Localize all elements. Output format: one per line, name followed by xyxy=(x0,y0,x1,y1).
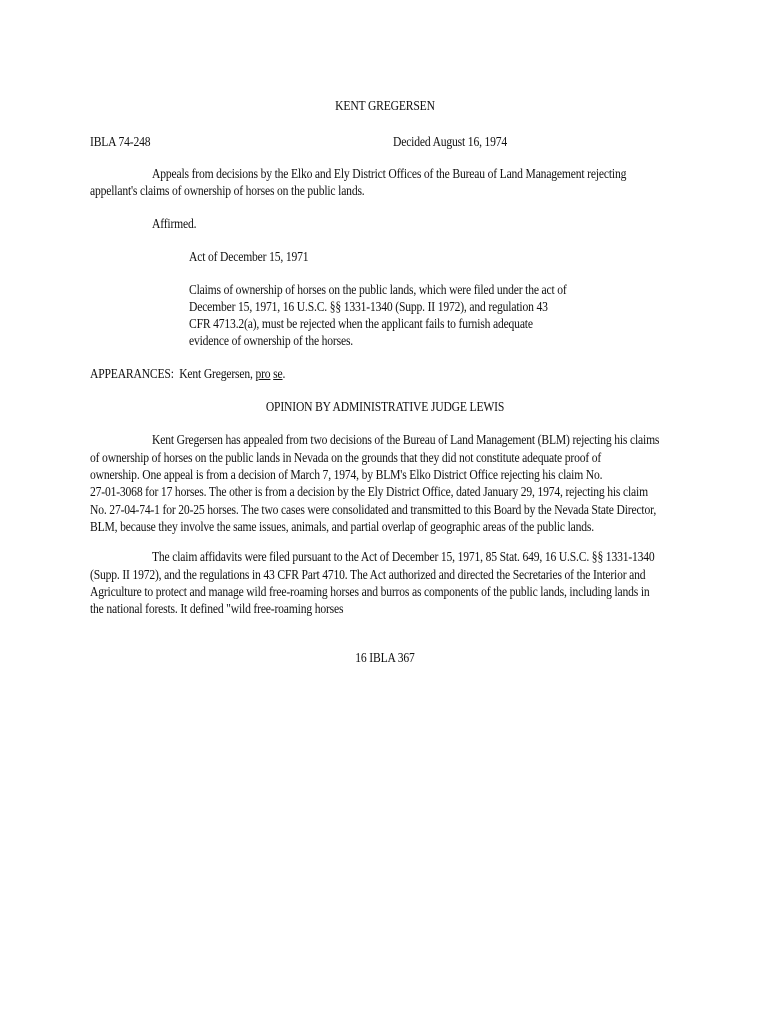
paragraph-line: BLM, because they involve the same issues, animals, and partial overlap of geographic areas of the public lands. xyxy=(90,519,595,534)
headnote-line: Claims of ownership of horses on the public lands, which were filed under the act of xyxy=(189,282,567,297)
paragraph-line: 27-01-3068 for 17 horses. The other is from a decision by the Ely District Office, dated January 29, 1974, rejecting his claim xyxy=(90,484,648,499)
paragraph-line: the national forests. It defined "wild free-roaming horses xyxy=(90,601,344,616)
headnote-topic: Act of December 15, 1971 xyxy=(189,249,309,264)
opinion-heading: OPINION BY ADMINISTRATIVE JUDGE LEWIS xyxy=(265,399,505,414)
decision-date: Decided August 16, 1974 xyxy=(393,134,508,149)
headnote-line: December 15, 1971, 16 U.S.C. §§ 1331-1340 (Supp. II 1972), and regulation 43 xyxy=(189,299,548,314)
paragraph-line: Agriculture to protect and manage wild free-roaming horses and burros as components of the public lands, including lands in xyxy=(90,584,650,599)
headnote-line: evidence of ownership of the horses. xyxy=(189,333,354,348)
pro-se-pro: pro xyxy=(255,366,271,381)
paragraph-line: (Supp. II 1972), and the regulations in 43 CFR Part 4710. The Act authorized and directed the Secretaries of the Interior and xyxy=(90,567,646,582)
docket-number: IBLA 74-248 xyxy=(90,134,151,149)
summary-line: Appeals from decisions by the Elko and Ely District Offices of the Bureau of Land Management rejecting xyxy=(152,166,627,181)
appearances-period: . xyxy=(282,366,286,381)
paragraph-line: of ownership of horses on the public lands in Nevada on the grounds that they did not constitute adequate proof of xyxy=(90,450,602,465)
summary-line: appellant's claims of ownership of horses on the public lands. xyxy=(90,183,365,198)
page-footer: 16 IBLA 367 xyxy=(355,650,415,665)
headnote-line: CFR 4713.2(a), must be rejected when the applicant fails to furnish adequate xyxy=(189,316,533,331)
appearances-label: APPEARANCES: xyxy=(90,366,174,381)
paragraph-line: No. 27-04-74-1 for 20-25 horses. The two cases were consolidated and transmitted to this Board by the Nevada State Director, xyxy=(90,502,657,517)
paragraph-line: Kent Gregersen has appealed from two decisions of the Bureau of Land Management (BLM) rejecting his claims xyxy=(152,432,660,447)
appearances-party: Kent Gregersen, xyxy=(179,366,253,381)
paragraph-line: The claim affidavits were filed pursuant to the Act of December 15, 1971, 85 Stat. 649, 16 U.S.C. §§ 1331-1340 xyxy=(152,549,655,564)
appearances xyxy=(90,366,285,382)
pro-se-se: se xyxy=(273,366,283,381)
case-title: KENT GREGERSEN xyxy=(335,98,435,113)
disposition: Affirmed. xyxy=(152,216,197,231)
paragraph-line: ownership. One appeal is from a decision of March 7, 1974, by BLM's Elko District Office rejecting his claim No. xyxy=(90,467,603,482)
